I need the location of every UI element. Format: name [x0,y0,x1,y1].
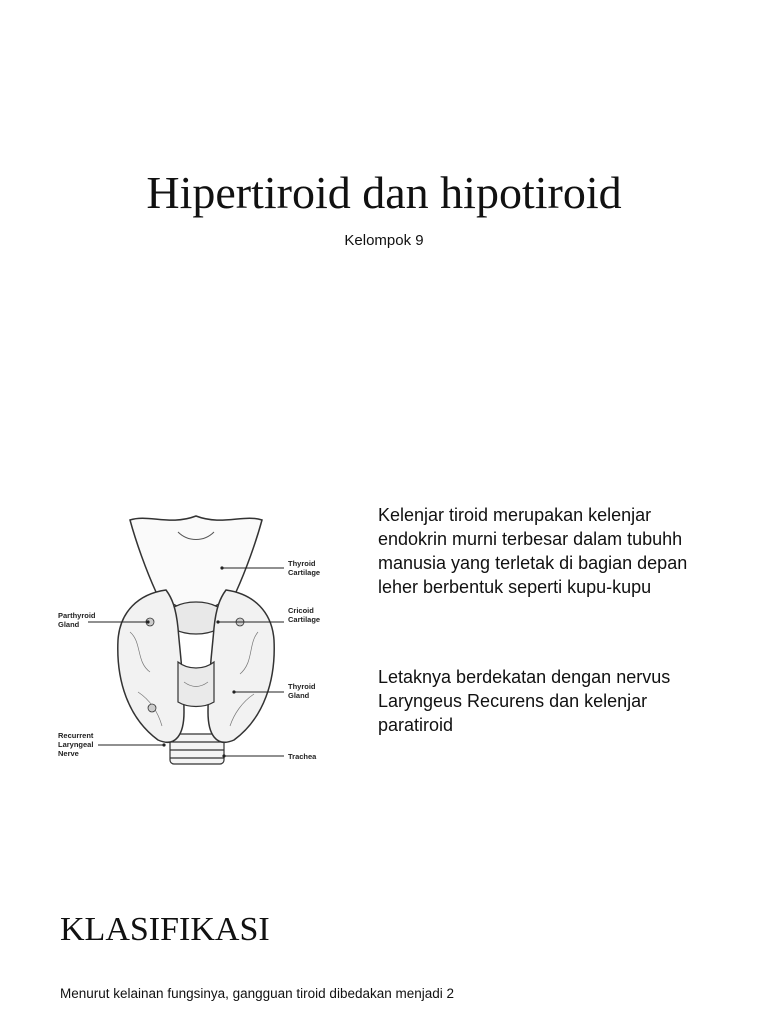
label-cricoid-cartilage: Cricoid Cartilage [288,606,321,624]
paragraph-thyroid-description: Kelenjar tiroid merupakan kelenjar endokrin murni terbesar dalam tubuhh manusia yang terletak di bagian depan leher berbentuk seperti kupu-kupu [378,505,688,597]
slide-subtitle: Kelompok 9 [344,232,424,249]
thyroid-right-lobe [208,590,274,742]
slide-title: Hipertiroid dan hipotiroid [146,167,622,218]
thyroid-left-lobe [118,590,184,742]
thyroid-anatomy-diagram [58,512,334,770]
label-parathyroid-gland: Parthyroid Gland [58,611,96,629]
section-heading-klasifikasi: KLASIFIKASI [60,911,270,948]
classification-intro-text: Menurut kelainan fungsinya, gangguan tiroid dibedakan menjadi 2 [60,986,455,1001]
label-thyroid-gland: Thyroid Gland [288,682,316,700]
paragraph-thyroid-location: Letaknya berdekatan dengan nervus Laryngeus Recurens dan kelenjar paratiroid [378,667,671,735]
label-recurrent-laryngeal-nerve: Recurrent Laryngeal Nerve [58,731,94,758]
thyroid-isthmus [178,662,214,707]
label-trachea: Trachea [288,752,317,761]
label-thyroid-cartilage: Thyroid Cartilage [288,559,321,577]
thyroid-illustration [58,512,334,770]
